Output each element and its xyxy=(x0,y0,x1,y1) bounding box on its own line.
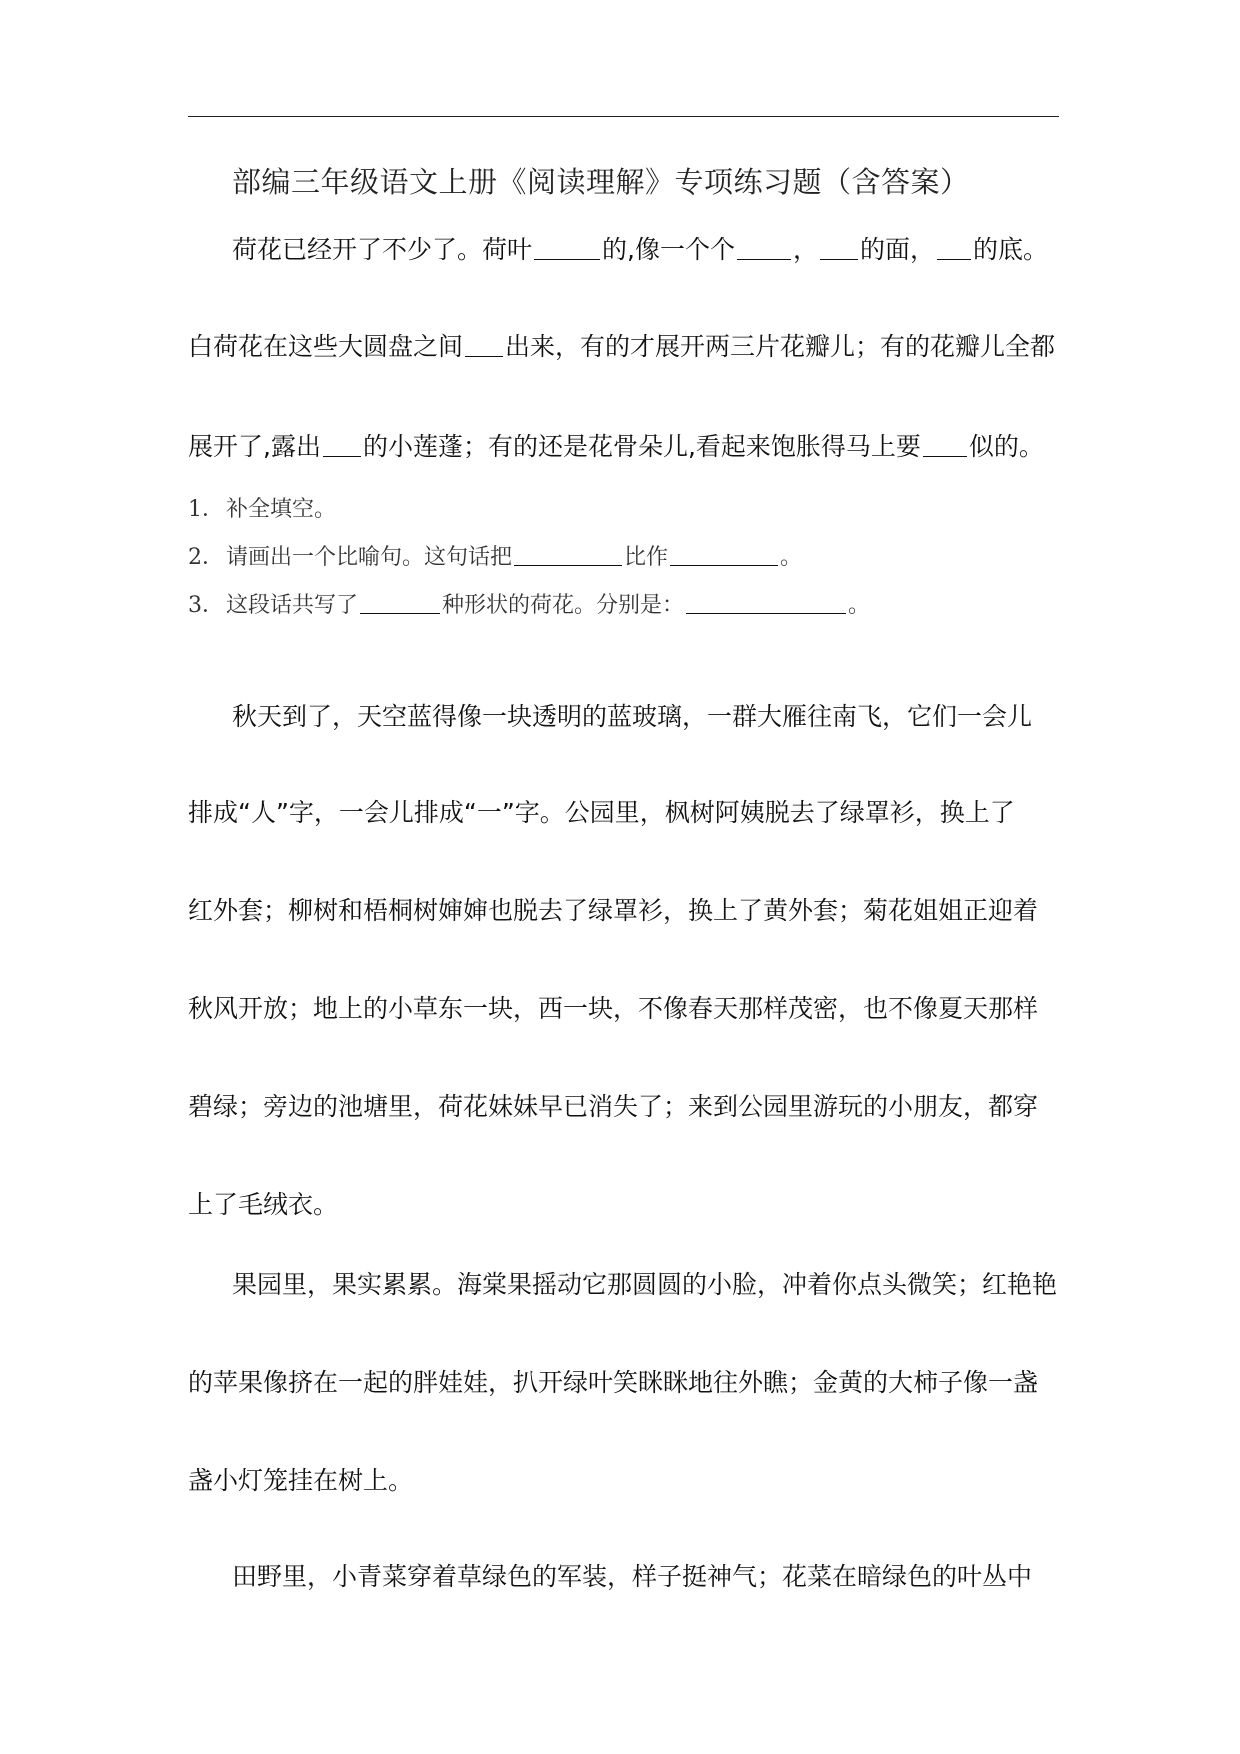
passage3-line: 果园里，果实累累。海棠果摇动它那圆圆的小脸，冲着你点头微笑；红艳艳 xyxy=(232,1270,1058,1299)
header-rule xyxy=(188,116,1059,117)
blank xyxy=(923,431,967,457)
passage2-line: 秋天到了，天空蓝得像一块透明的蓝玻璃，一群大雁往南飞，它们一会儿 xyxy=(232,702,1033,731)
question-3: 3．这段话共写了 种形状的荷花。分别是： 。 xyxy=(188,593,871,618)
blank xyxy=(465,331,503,357)
passage4-line: 田野里，小青菜穿着草绿色的军装，样子挺神气；花菜在暗绿色的叶丛中 xyxy=(232,1562,1033,1591)
passage1-line2: 白荷花在这些大圆盘之间 出来，有的才展开两三片花瓣儿；有的花瓣儿全都 xyxy=(188,332,1056,361)
question-1: 1．补全填空。 xyxy=(188,497,337,522)
blank xyxy=(323,431,361,457)
passage3-line: 盏小灯笼挂在树上。 xyxy=(188,1466,414,1495)
blank xyxy=(534,234,600,260)
question-2: 2．请画出一个比喻句。这句话把 比作 。 xyxy=(188,545,803,570)
passage2-line: 排成“人”字，一会儿排成“一”字。公园里，枫树阿姨脱去了绿罩衫，换上了 xyxy=(188,798,1015,827)
blank xyxy=(360,591,440,614)
blank xyxy=(670,543,778,566)
blank xyxy=(514,543,622,566)
document-title: 部编三年级语文上册《阅读理解》专项练习题（含答案） xyxy=(232,165,970,199)
blank xyxy=(937,234,971,260)
blank xyxy=(686,591,846,614)
passage2-line: 上了毛绒衣。 xyxy=(188,1190,339,1219)
passage2-line: 碧绿；旁边的池塘里，荷花妹妹早已消失了；来到公园里游玩的小朋友，都穿 xyxy=(188,1092,1039,1121)
passage1-line3: 展开了,露出 的小莲蓬；有的还是花骨朵儿,看起来饱胀得马上要 似的。 xyxy=(188,432,1044,461)
passage3-line: 的苹果像挤在一起的胖娃娃，扒开绿叶笑眯眯地往外瞧；金黄的大柿子像一盏 xyxy=(188,1368,1039,1397)
blank xyxy=(820,234,858,260)
passage2-line: 秋风开放；地上的小草东一块，西一块，不像春天那样茂密，也不像夏天那样 xyxy=(188,994,1039,1023)
passage1-line1: 荷花已经开了不少了。荷叶 的,像一个个 ， 的面， 的底。 xyxy=(232,235,1049,264)
passage2-line: 红外套；柳树和梧桐树婶婶也脱去了绿罩衫，换上了黄外套；菊花姐姐正迎着 xyxy=(188,896,1039,925)
blank xyxy=(737,234,791,260)
